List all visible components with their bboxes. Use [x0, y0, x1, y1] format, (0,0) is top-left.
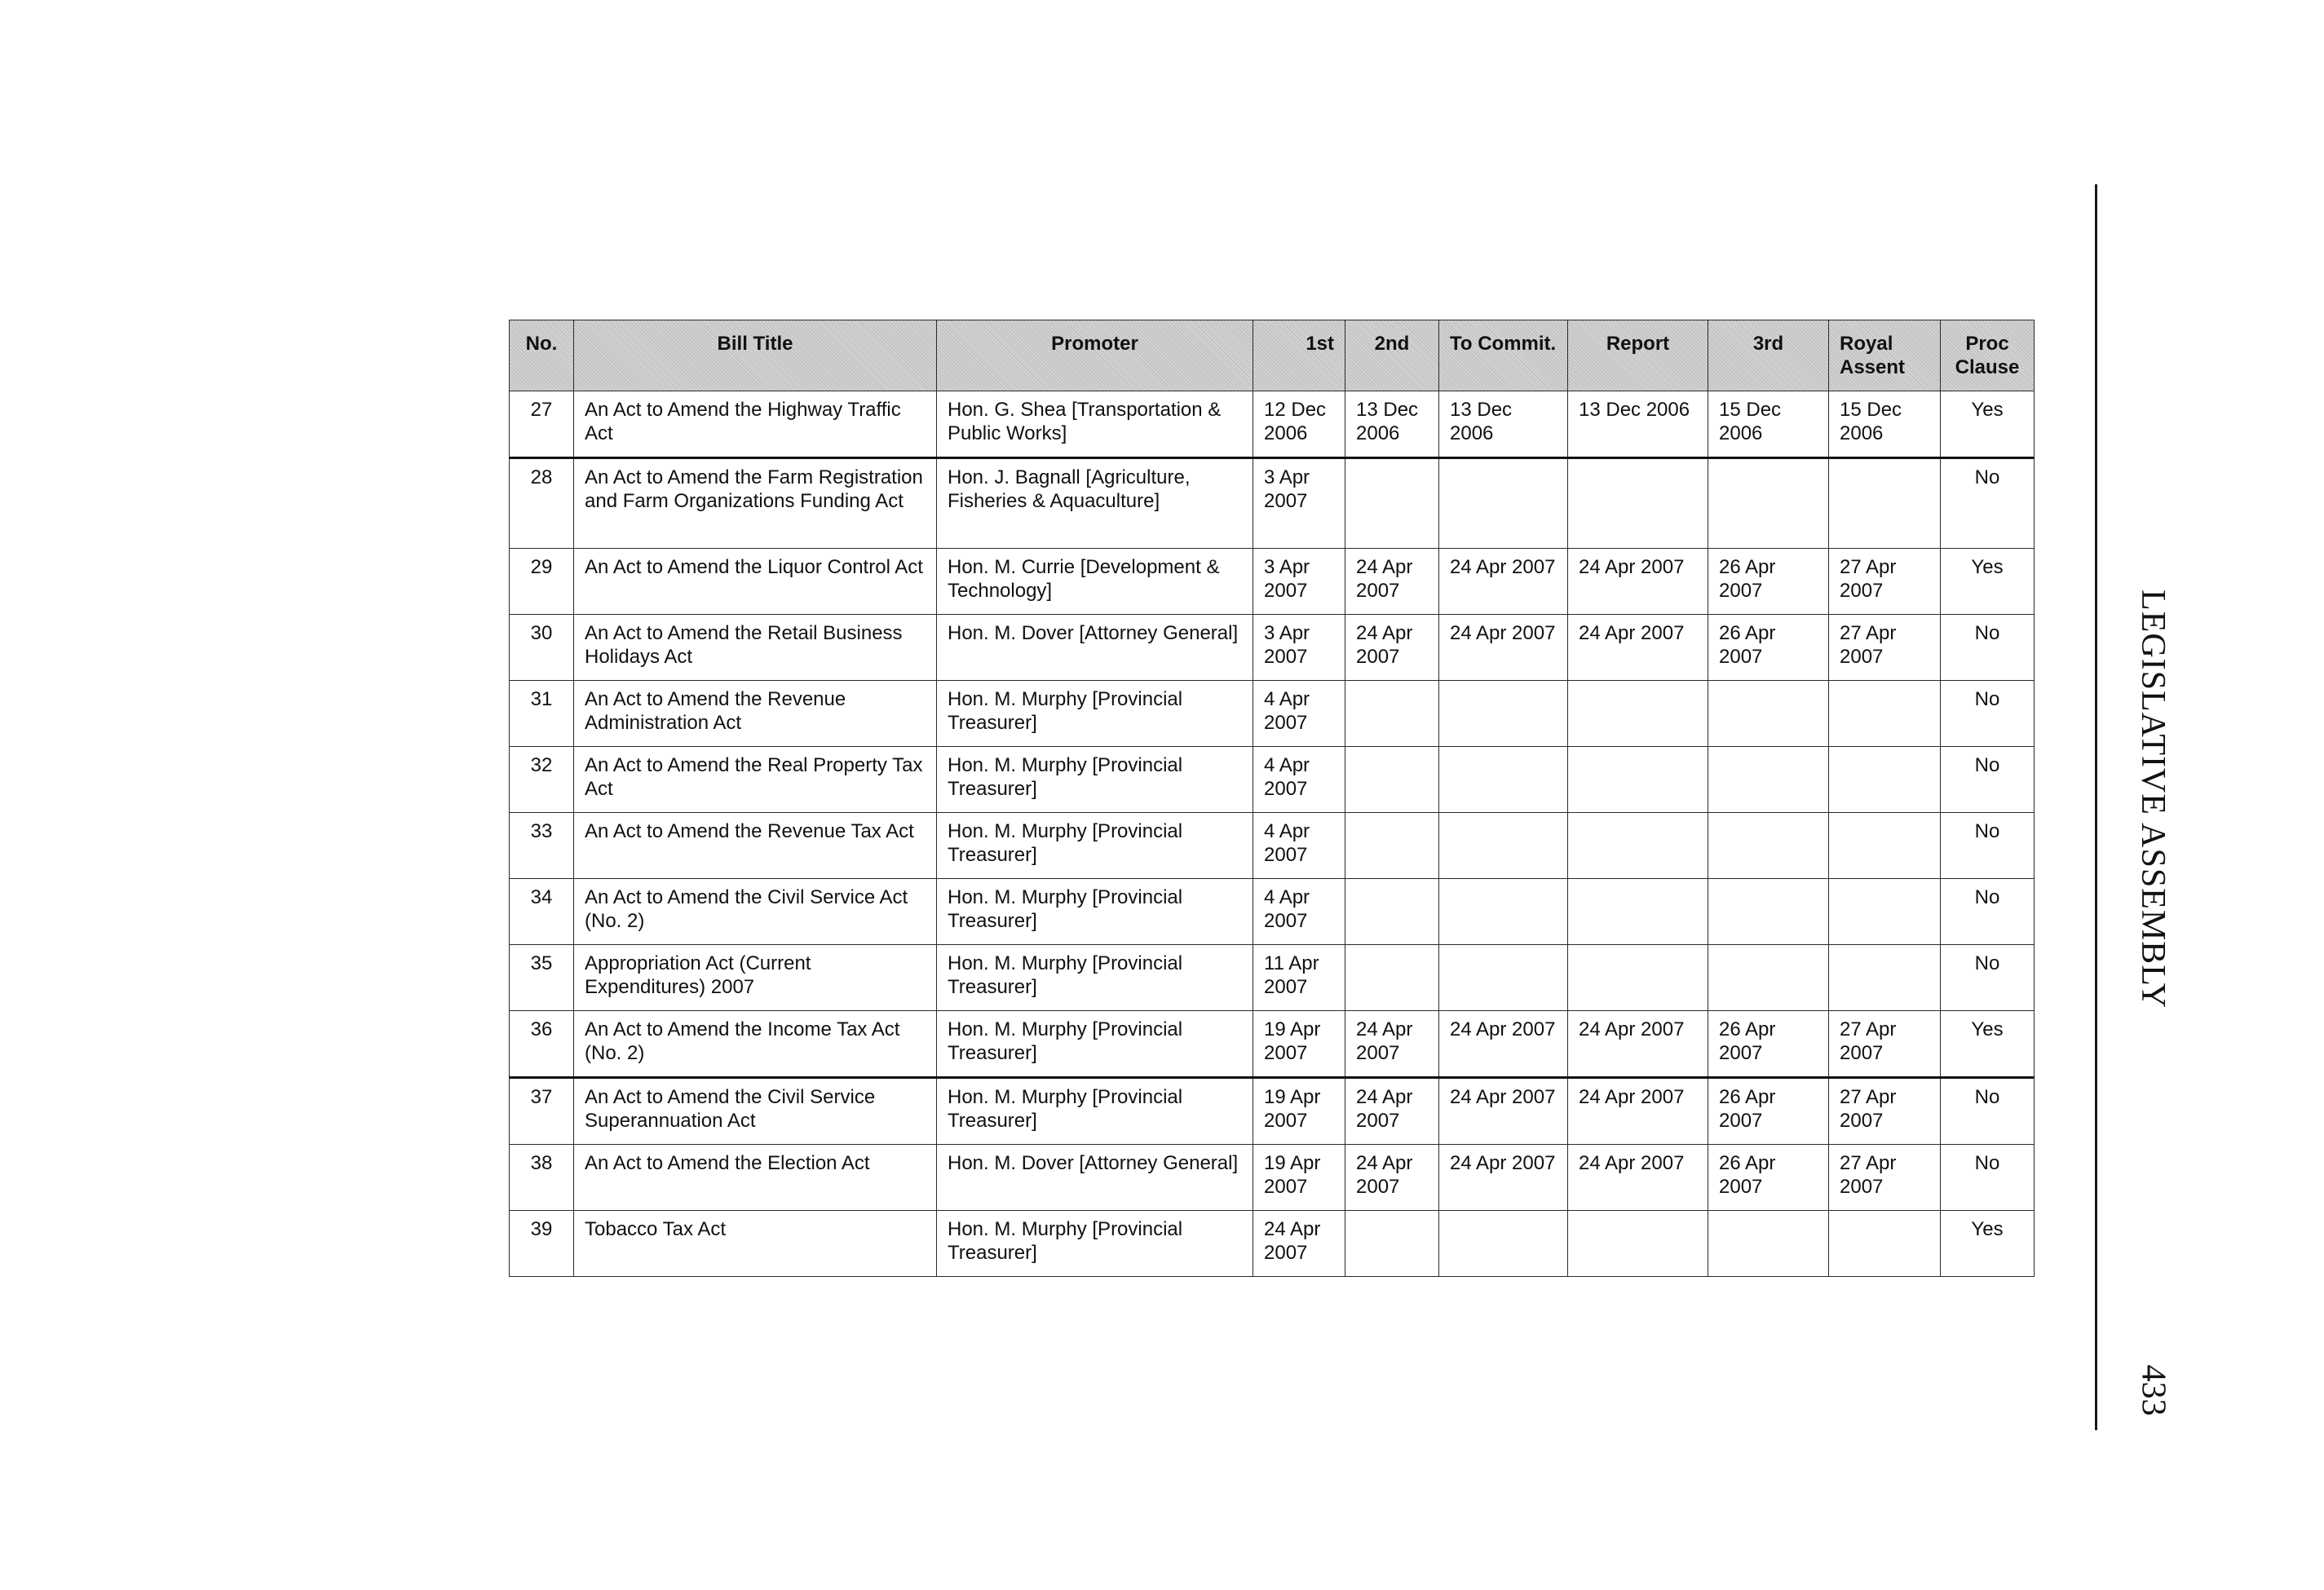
table-row — [510, 1011, 2035, 1078]
bill-number: 29 — [510, 549, 574, 615]
header-bill-title: Bill Title — [574, 320, 937, 391]
table-body — [510, 391, 2035, 1277]
bill-promoter: Hon. M. Murphy [Provincial Treasurer] — [937, 1211, 1253, 1277]
report-date: 13 Dec 2006 — [1568, 391, 1708, 458]
table-row — [510, 681, 2035, 747]
report-date — [1568, 879, 1708, 945]
second-reading-date — [1345, 879, 1439, 945]
committee-date: 24 Apr 2007 — [1439, 615, 1568, 681]
bill-number: 35 — [510, 945, 574, 1011]
bill-promoter: Hon. M. Currie [Development & Technology] — [937, 549, 1253, 615]
third-reading-date: 26 Apr 2007 — [1708, 1011, 1829, 1078]
bill-number: 39 — [510, 1211, 574, 1277]
committee-date — [1439, 458, 1568, 549]
bill-promoter: Hon. J. Bagnall [Agriculture, Fisheries & Aquaculture] — [937, 458, 1253, 549]
proc-clause: No — [1941, 747, 2035, 813]
table-row — [510, 1211, 2035, 1277]
bill-title: An Act to Amend the Civil Service Superannuation Act — [574, 1078, 937, 1145]
committee-date — [1439, 681, 1568, 747]
second-reading-date: 13 Dec 2006 — [1345, 391, 1439, 458]
first-reading-date: 4 Apr 2007 — [1253, 681, 1345, 747]
table-row — [510, 1145, 2035, 1211]
committee-date — [1439, 747, 1568, 813]
second-reading-date — [1345, 1211, 1439, 1277]
report-date: 24 Apr 2007 — [1568, 1011, 1708, 1078]
running-header-text: LEGISLATIVE ASSEMBLY — [2134, 590, 2172, 1009]
third-reading-date — [1708, 1211, 1829, 1277]
second-reading-date: 24 Apr 2007 — [1345, 1145, 1439, 1211]
second-reading-date — [1345, 458, 1439, 549]
bill-title: An Act to Amend the Liquor Control Act — [574, 549, 937, 615]
bill-title: An Act to Amend the Revenue Administration Act — [574, 681, 937, 747]
proc-clause: No — [1941, 1078, 2035, 1145]
running-header — [2134, 571, 2172, 1027]
royal-assent-date: 27 Apr 2007 — [1829, 1145, 1941, 1211]
table-header-row — [510, 320, 2035, 391]
bill-title: An Act to Amend the Retail Business Holidays Act — [574, 615, 937, 681]
bill-title: An Act to Amend the Election Act — [574, 1145, 937, 1211]
header-royal-assent: Royal Assent — [1829, 320, 1941, 391]
proc-clause: Yes — [1941, 1211, 2035, 1277]
royal-assent-date — [1829, 747, 1941, 813]
table-row — [510, 1078, 2035, 1145]
bill-number: 32 — [510, 747, 574, 813]
table-row — [510, 549, 2035, 615]
royal-assent-date — [1829, 458, 1941, 549]
second-reading-date: 24 Apr 2007 — [1345, 615, 1439, 681]
first-reading-date: 3 Apr 2007 — [1253, 549, 1345, 615]
table-row — [510, 747, 2035, 813]
royal-assent-date: 27 Apr 2007 — [1829, 1011, 1941, 1078]
third-reading-date: 26 Apr 2007 — [1708, 1078, 1829, 1145]
proc-clause: No — [1941, 879, 2035, 945]
royal-assent-date: 27 Apr 2007 — [1829, 615, 1941, 681]
page-number — [2128, 1354, 2177, 1427]
second-reading-date — [1345, 681, 1439, 747]
report-date: 24 Apr 2007 — [1568, 549, 1708, 615]
bill-number: 28 — [510, 458, 574, 549]
bill-promoter: Hon. M. Murphy [Provincial Treasurer] — [937, 681, 1253, 747]
committee-date: 24 Apr 2007 — [1439, 1145, 1568, 1211]
header-no: No. — [510, 320, 574, 391]
header-first: 1st — [1253, 320, 1345, 391]
page-number-text: 433 — [2134, 1364, 2172, 1416]
proc-clause: Yes — [1941, 549, 2035, 615]
proc-clause: No — [1941, 945, 2035, 1011]
third-reading-date — [1708, 458, 1829, 549]
proc-clause: No — [1941, 681, 2035, 747]
committee-date: 13 Dec 2006 — [1439, 391, 1568, 458]
table-row — [510, 879, 2035, 945]
first-reading-date: 24 Apr 2007 — [1253, 1211, 1345, 1277]
third-reading-date: 15 Dec 2006 — [1708, 391, 1829, 458]
royal-assent-date — [1829, 879, 1941, 945]
report-date — [1568, 945, 1708, 1011]
bill-number: 27 — [510, 391, 574, 458]
proc-clause: Yes — [1941, 391, 2035, 458]
table-row — [510, 615, 2035, 681]
royal-assent-date: 15 Dec 2006 — [1829, 391, 1941, 458]
third-reading-date: 26 Apr 2007 — [1708, 549, 1829, 615]
first-reading-date: 12 Dec 2006 — [1253, 391, 1345, 458]
second-reading-date — [1345, 747, 1439, 813]
third-reading-date: 26 Apr 2007 — [1708, 1145, 1829, 1211]
header-proc-clause: Proc Clause — [1941, 320, 2035, 391]
bill-promoter: Hon. G. Shea [Transportation & Public Works] — [937, 391, 1253, 458]
royal-assent-date — [1829, 945, 1941, 1011]
third-reading-date — [1708, 945, 1829, 1011]
first-reading-date: 3 Apr 2007 — [1253, 458, 1345, 549]
second-reading-date: 24 Apr 2007 — [1345, 1011, 1439, 1078]
bill-number: 34 — [510, 879, 574, 945]
royal-assent-date: 27 Apr 2007 — [1829, 549, 1941, 615]
bill-promoter: Hon. M. Murphy [Provincial Treasurer] — [937, 945, 1253, 1011]
committee-date: 24 Apr 2007 — [1439, 1011, 1568, 1078]
bill-title: Tobacco Tax Act — [574, 1211, 937, 1277]
committee-date — [1439, 813, 1568, 879]
committee-date — [1439, 1211, 1568, 1277]
table-row — [510, 813, 2035, 879]
second-reading-date — [1345, 813, 1439, 879]
committee-date — [1439, 945, 1568, 1011]
bill-promoter: Hon. M. Murphy [Provincial Treasurer] — [937, 813, 1253, 879]
header-report: Report — [1568, 320, 1708, 391]
bill-promoter: Hon. M. Murphy [Provincial Treasurer] — [937, 747, 1253, 813]
first-reading-date: 19 Apr 2007 — [1253, 1145, 1345, 1211]
first-reading-date: 19 Apr 2007 — [1253, 1011, 1345, 1078]
bill-title: An Act to Amend the Revenue Tax Act — [574, 813, 937, 879]
report-date: 24 Apr 2007 — [1568, 1078, 1708, 1145]
header-to-commit: To Commit. — [1439, 320, 1568, 391]
bill-title: Appropriation Act (Current Expenditures) 2007 — [574, 945, 937, 1011]
report-date: 24 Apr 2007 — [1568, 615, 1708, 681]
third-reading-date — [1708, 813, 1829, 879]
bill-number: 33 — [510, 813, 574, 879]
bill-title: An Act to Amend the Income Tax Act (No. 2) — [574, 1011, 937, 1078]
header-promoter: Promoter — [937, 320, 1253, 391]
bill-promoter: Hon. M. Murphy [Provincial Treasurer] — [937, 879, 1253, 945]
report-date — [1568, 1211, 1708, 1277]
proc-clause: No — [1941, 458, 2035, 549]
first-reading-date: 19 Apr 2007 — [1253, 1078, 1345, 1145]
first-reading-date: 11 Apr 2007 — [1253, 945, 1345, 1011]
proc-clause: No — [1941, 1145, 2035, 1211]
proc-clause: Yes — [1941, 1011, 2035, 1078]
second-reading-date: 24 Apr 2007 — [1345, 1078, 1439, 1145]
bill-promoter: Hon. M. Dover [Attorney General] — [937, 1145, 1253, 1211]
table-row — [510, 391, 2035, 458]
second-reading-date — [1345, 945, 1439, 1011]
proc-clause: No — [1941, 615, 2035, 681]
side-divider — [2095, 184, 2097, 1430]
bill-promoter: Hon. M. Murphy [Provincial Treasurer] — [937, 1078, 1253, 1145]
royal-assent-date — [1829, 681, 1941, 747]
header-third: 3rd — [1708, 320, 1829, 391]
second-reading-date: 24 Apr 2007 — [1345, 549, 1439, 615]
third-reading-date — [1708, 747, 1829, 813]
third-reading-date: 26 Apr 2007 — [1708, 615, 1829, 681]
bill-title: An Act to Amend the Highway Traffic Act — [574, 391, 937, 458]
committee-date — [1439, 879, 1568, 945]
bills-table — [509, 320, 2035, 1277]
proc-clause: No — [1941, 813, 2035, 879]
report-date — [1568, 813, 1708, 879]
bill-title: An Act to Amend the Farm Registration and Farm Organizations Funding Act — [574, 458, 937, 549]
report-date — [1568, 458, 1708, 549]
third-reading-date — [1708, 879, 1829, 945]
committee-date: 24 Apr 2007 — [1439, 1078, 1568, 1145]
table-row — [510, 945, 2035, 1011]
bill-promoter: Hon. M. Murphy [Provincial Treasurer] — [937, 1011, 1253, 1078]
bill-title: An Act to Amend the Civil Service Act (No. 2) — [574, 879, 937, 945]
third-reading-date — [1708, 681, 1829, 747]
bill-number: 36 — [510, 1011, 574, 1078]
royal-assent-date — [1829, 1211, 1941, 1277]
bill-number: 37 — [510, 1078, 574, 1145]
bill-number: 31 — [510, 681, 574, 747]
header-second: 2nd — [1345, 320, 1439, 391]
table-row — [510, 458, 2035, 549]
first-reading-date: 4 Apr 2007 — [1253, 879, 1345, 945]
report-date: 24 Apr 2007 — [1568, 1145, 1708, 1211]
royal-assent-date: 27 Apr 2007 — [1829, 1078, 1941, 1145]
first-reading-date: 4 Apr 2007 — [1253, 813, 1345, 879]
bill-number: 30 — [510, 615, 574, 681]
bill-title: An Act to Amend the Real Property Tax Act — [574, 747, 937, 813]
report-date — [1568, 747, 1708, 813]
report-date — [1568, 681, 1708, 747]
first-reading-date: 4 Apr 2007 — [1253, 747, 1345, 813]
royal-assent-date — [1829, 813, 1941, 879]
first-reading-date: 3 Apr 2007 — [1253, 615, 1345, 681]
bill-promoter: Hon. M. Dover [Attorney General] — [937, 615, 1253, 681]
bill-number: 38 — [510, 1145, 574, 1211]
committee-date: 24 Apr 2007 — [1439, 549, 1568, 615]
